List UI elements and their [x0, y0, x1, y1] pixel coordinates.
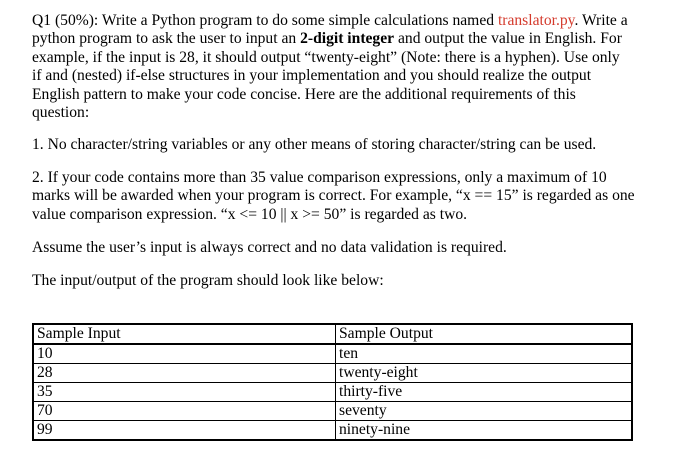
intro-text-post: and output the value in English. For example, if the input is 28, it should output “twenty-eight” (Note: there is a hyphen). Use only if and (nested) if-else structures in your implementation and you should realize the output English pattern to make your code concise. Here are the additional requirements of this question: [32, 30, 622, 122]
intro-bold-term: 2-digit integer [300, 30, 395, 48]
requirement-2: 2. If your code contains more than 35 value comparison expressions, only a maximum of 10 marks will be awarded when your program is correct. For example, “x == 15” is regarded as one value comparison expression. “x <= 10 || x >= 50” is regarded as two. [32, 168, 635, 223]
requirement-1: 1. No character/string variables or any other means of storing character/string can be used. [32, 136, 597, 154]
question-page [32, 12, 672, 291]
intro-text-pre: . Write a python program to ask the user to input an [32, 12, 628, 48]
sample-output-cell: ten [336, 344, 633, 364]
sample-input-cell: 70 [33, 402, 336, 421]
sample-output-cell: ninety-nine [336, 421, 633, 441]
table-row [33, 344, 632, 364]
sample-input-cell: 99 [33, 421, 336, 441]
header-sample-output: Sample Output [336, 324, 633, 344]
sample-output-cell: twenty-eight [336, 364, 633, 383]
table-row [33, 421, 632, 441]
table-row [33, 364, 632, 383]
sample-input-cell: 10 [33, 344, 336, 364]
sample-input-cell: 28 [33, 364, 336, 383]
filename: translator.py [497, 12, 575, 29]
io-intro-text: The input/output of the program should look like below: [32, 272, 384, 290]
table-row [33, 383, 632, 402]
sample-input-cell: 35 [33, 383, 336, 402]
question-intro [32, 12, 632, 122]
sample-io-table [32, 323, 633, 441]
sample-output-cell: thirty-five [336, 383, 633, 402]
header-sample-input: Sample Input [33, 324, 336, 344]
assumption-text: Assume the user’s input is always correct and no data validation is required. [32, 239, 507, 257]
question-prefix: Q1 (50%): Write a Python program to do some simple calculations named [32, 12, 498, 29]
table-header-row [33, 324, 632, 344]
table-row [33, 402, 632, 421]
sample-output-cell: seventy [336, 402, 633, 421]
